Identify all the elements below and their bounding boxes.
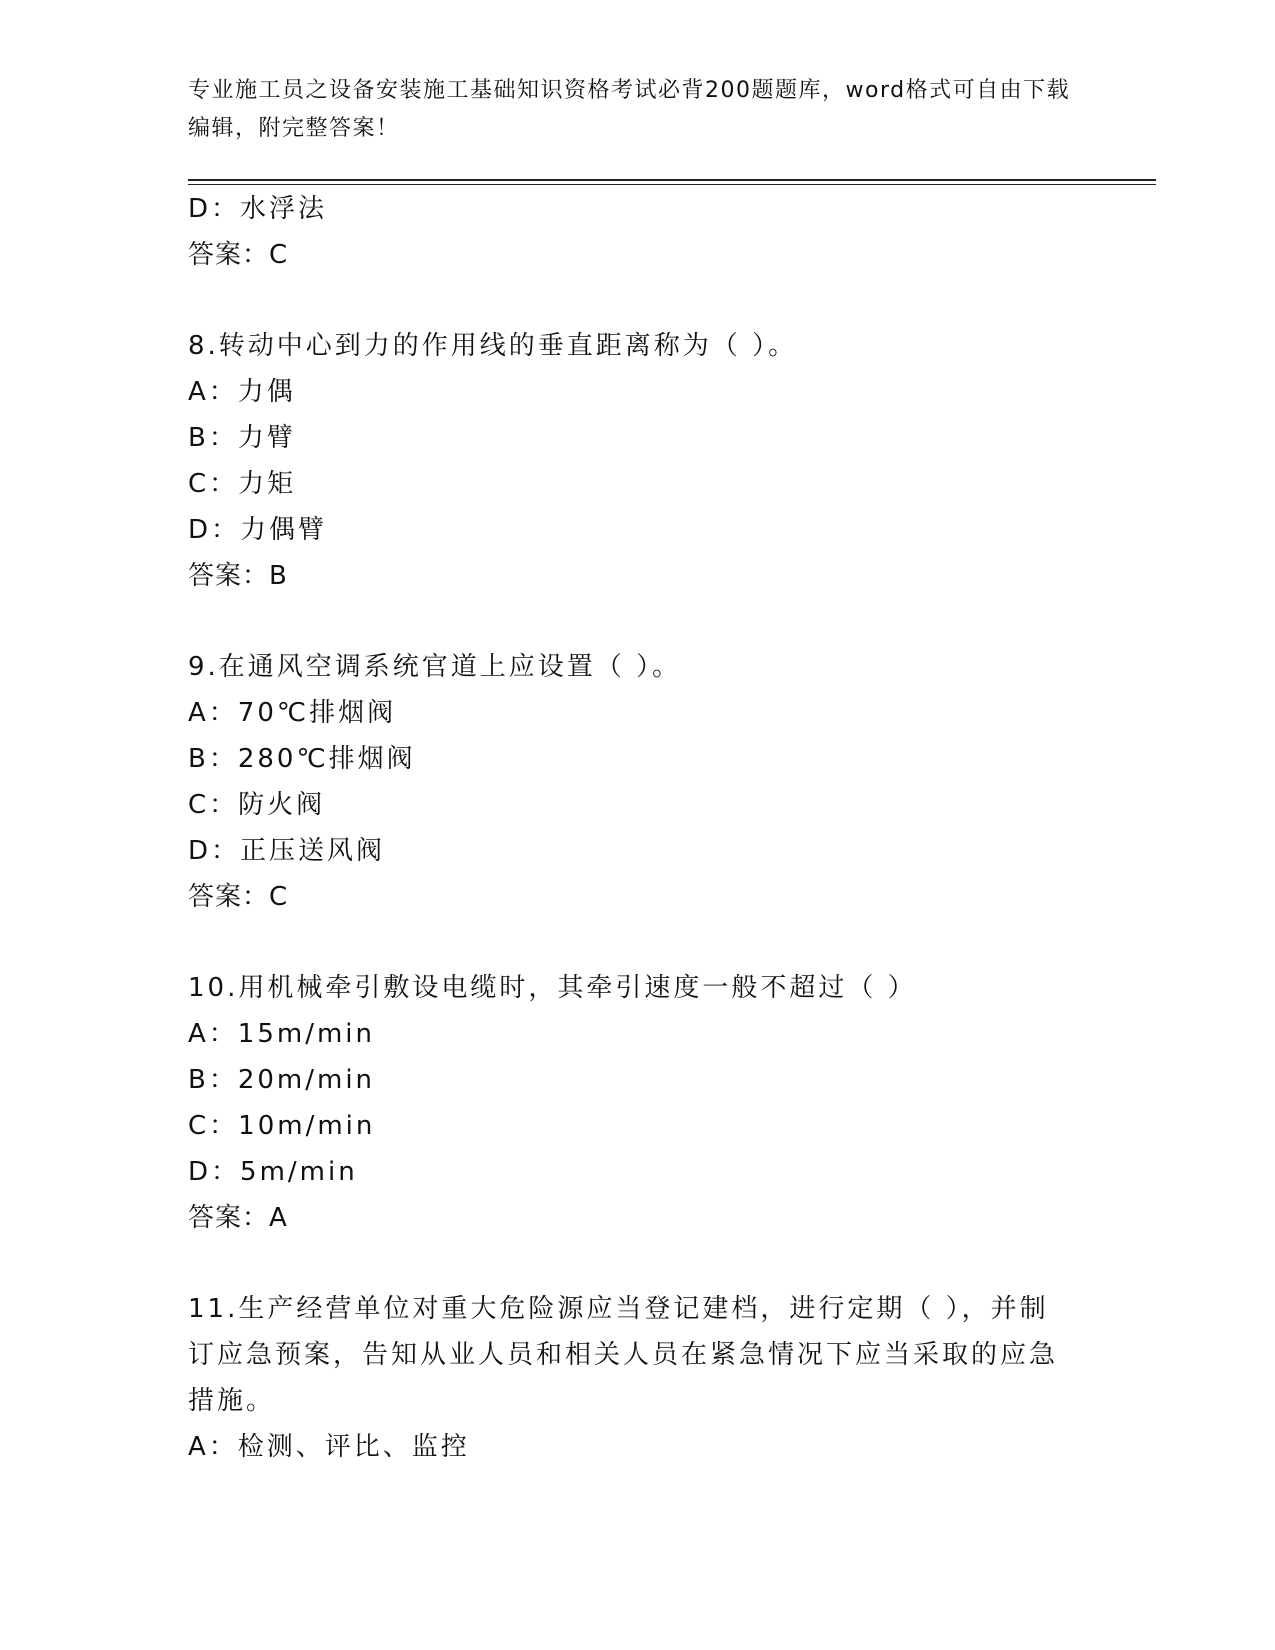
q10-option-a: A：15m/min <box>188 1019 375 1049</box>
q9-option-a: A：70℃排烟阀 <box>188 698 397 728</box>
q9-option-b: B：280℃排烟阀 <box>188 744 416 774</box>
q7-answer: 答案：C <box>188 240 289 270</box>
q8-option-d: D：力偶臂 <box>188 515 328 545</box>
q10-option-d: D：5m/min <box>188 1157 358 1187</box>
spacer <box>188 278 1088 323</box>
q11-stem: 11.生产经营单位对重大危险源应当登记建档，进行定期（ ），并制订应急预案，告知从业人员和相关人员在紧急情况下应当采取的应急措施。 <box>188 1294 1059 1416</box>
q10-stem: 10.用机械牵引敷设电缆时，其牵引速度一般不超过（ ） <box>188 973 917 1003</box>
q8-stem: 8.转动中心到力的作用线的垂直距离称为（ ）。 <box>188 331 798 361</box>
q11-option-a: A：检测、评比、监控 <box>188 1432 470 1462</box>
q7-option-d: D：水浮法 <box>188 194 328 224</box>
question-content <box>188 186 1088 1470</box>
q9-option-c: C：防火阀 <box>188 790 326 820</box>
q8-option-b: B：力臂 <box>188 423 296 453</box>
spacer <box>188 1241 1088 1286</box>
q10-option-b: B：20m/min <box>188 1065 376 1095</box>
spacer <box>188 920 1088 965</box>
spacer <box>188 599 1088 644</box>
q9-option-d: D：正压送风阀 <box>188 836 386 866</box>
q9-stem: 9.在通风空调系统官道上应设置（ ）。 <box>188 652 682 682</box>
header-divider-thin <box>188 184 1156 185</box>
q10-answer: 答案：A <box>188 1203 288 1233</box>
q8-option-c: C：力矩 <box>188 469 297 499</box>
q8-option-a: A：力偶 <box>188 377 296 407</box>
q9-answer: 答案：C <box>188 882 289 912</box>
header-divider-thick <box>188 179 1156 181</box>
document-header: 专业施工员之设备安装施工基础知识资格考试必背200题题库，word格式可自由下载编辑，附完整答案！ <box>188 78 1071 141</box>
q10-option-c: C：10m/min <box>188 1111 376 1141</box>
q8-answer: 答案：B <box>188 561 288 591</box>
